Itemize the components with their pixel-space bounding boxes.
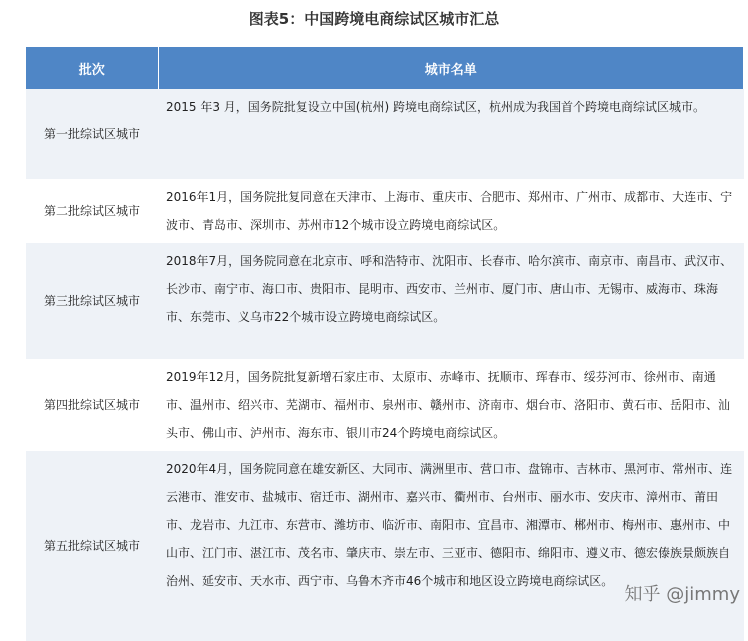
desc-cell: 2016年1月，国务院批复同意在天津市、上海市、重庆市、合肥市、郑州市、广州市、成都市、大连市、宁波市、青岛市、深圳市、苏州市12个城市设立跨境电商综试区。 (166, 190, 733, 232)
desc-cell: 2019年12月，国务院批复新增石家庄市、太原市、赤峰市、抚顺市、珲春市、绥芬河市、徐州市、南通市、温州市、绍兴市、芜湖市、福州市、泉州市、赣州市、济南市、烟台市、洛阳市、黄石市、岳阳市、汕头市、佛山市、泸州市、海东市、银川市24个跨境电商综试区。 (166, 370, 731, 440)
table-row (26, 359, 744, 451)
batch-cell: 第四批综试区城市 (43, 398, 140, 412)
table-row (26, 243, 744, 359)
table-row (26, 179, 744, 243)
desc-cell: 2020年4月，国务院同意在雄安新区、大同市、满洲里市、营口市、盘锦市、吉林市、黑河市、常州市、连云港市、淮安市、盐城市、宿迁市、湖州市、嘉兴市、衢州市、台州市、丽水市、安庆市、漳州市、莆田市、龙岩市、九江市、东营市、潍坊市、临沂市、南阳市、宜昌市、湘潭市、郴州市、梅州市、惠州市、中山市、江门市、湛江市、茂名市、肇庆市、崇左市、三亚市、德阳市、绵阳市、遵义市、德宏傣族景颇族自治州、延安市、天水市、西宁市、乌鲁木齐市46个城市和地区设立跨境电商综试区。 (166, 462, 733, 588)
header-batch: 批次 (26, 47, 158, 89)
header-cities: 城市名单 (158, 47, 744, 89)
table-row (26, 89, 744, 179)
batch-cell: 第三批综试区城市 (43, 294, 140, 308)
zhihu-watermark: 知乎 @jimmy (624, 584, 740, 605)
batch-cell: 第一批综试区城市 (43, 127, 140, 141)
table-row (26, 451, 744, 641)
table-header-row (26, 47, 744, 89)
desc-cell: 2018年7月，国务院同意在北京市、呼和浩特市、沈阳市、长春市、哈尔滨市、南京市、南昌市、武汉市、长沙市、南宁市、海口市、贵阳市、昆明市、西安市、兰州市、厦门市、唐山市、无锡市、威海市、珠海市、东莞市、义乌市22个城市设立跨境电商综试区。 (166, 254, 733, 324)
desc-cell: 2015 年3 月，国务院批复设立中国(杭州) 跨境电商综试区，杭州成为我国首个跨境电商综试区城市。 (166, 100, 705, 114)
batch-cell: 第二批综试区城市 (43, 204, 140, 218)
page-title: 图表5：中国跨境电商综试区城市汇总 (248, 10, 500, 28)
batch-cell: 第五批综试区城市 (43, 539, 140, 553)
cities-table (26, 47, 744, 641)
